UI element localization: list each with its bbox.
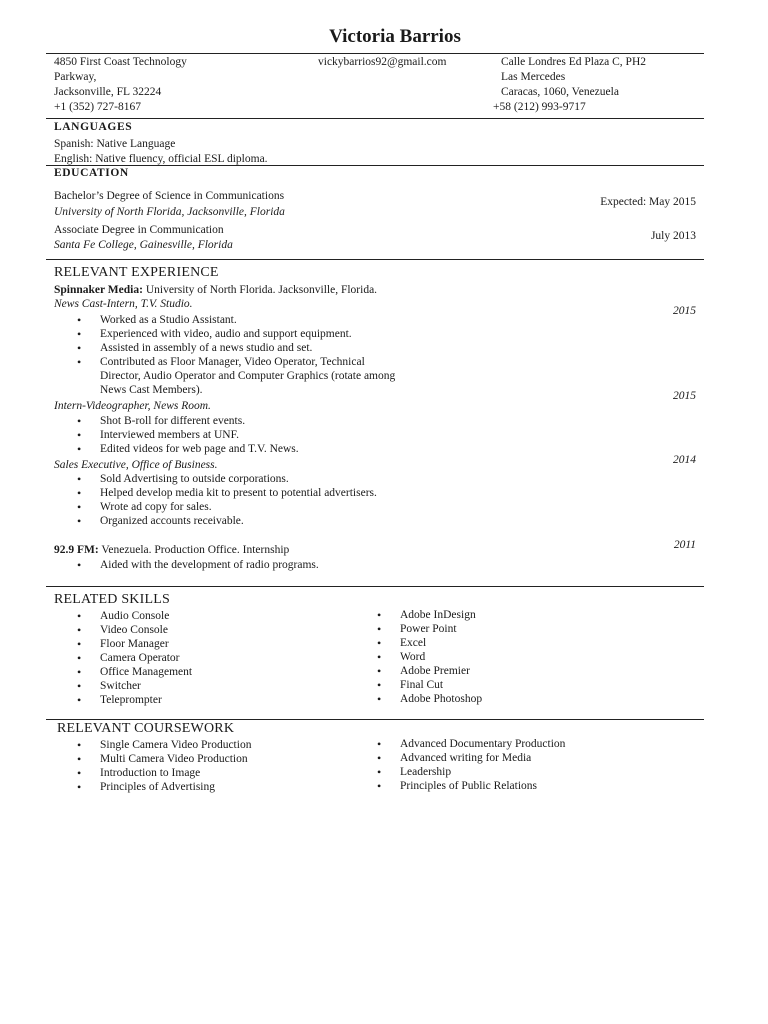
employer-detail: University of North Florida. Jacksonville, Florida. (142, 284, 378, 296)
language-item: Spanish: Native Language (54, 138, 176, 150)
school: University of North Florida, Jacksonville, Florida (54, 206, 285, 218)
employer-detail: Venezuela. Production Office. Internship (98, 544, 290, 556)
list-item: • Assisted in assembly of a news studio and set. (54, 341, 424, 355)
list-item: • Wrote ad copy for sales. (54, 500, 377, 514)
list-item: • Word (354, 650, 482, 664)
role-bullets (54, 414, 299, 456)
list-item: • Interviewed members at UNF. (54, 428, 299, 442)
address-line: Parkway, (54, 71, 97, 83)
list-item: • Sold Advertising to outside corporations. (54, 472, 377, 486)
education-heading: EDUCATION (54, 167, 129, 179)
list-item: • Adobe Photoshop (354, 692, 482, 706)
role-date: 2015 (673, 390, 696, 402)
degree: Associate Degree in Communication (54, 224, 224, 236)
education-date: July 2013 (650, 230, 696, 242)
list-item: • Floor Manager (54, 637, 192, 651)
address-line: Caracas, 1060, Venezuela (501, 86, 619, 98)
degree: Bachelor’s Degree of Science in Communications (54, 190, 285, 202)
divider (46, 118, 704, 119)
languages-heading: LANGUAGES (54, 121, 133, 133)
employer-name: Spinnaker Media: (54, 284, 143, 296)
list-item: • Single Camera Video Production (54, 738, 251, 752)
list-item: • Organized accounts receivable. (54, 514, 377, 528)
employer-name: 92.9 FM: (54, 544, 99, 556)
address-line: Jacksonville, FL 32224 (54, 86, 162, 98)
list-item: • Switcher (54, 679, 192, 693)
role-bullets (54, 472, 377, 528)
list-item: • Advanced Documentary Production (354, 737, 565, 751)
phone-venezuela: +58 (212) 993-9717 (493, 101, 586, 113)
list-item: • Principles of Advertising (54, 780, 251, 794)
divider (46, 259, 704, 260)
employer-line (54, 543, 289, 557)
list-item: • Aided with the development of radio programs. (54, 558, 319, 572)
role-title: News Cast-Intern, T.V. Studio. (54, 298, 193, 310)
list-item: • Office Management (54, 665, 192, 679)
role-bullets (54, 313, 424, 397)
divider (46, 719, 704, 720)
email-address: vickybarrios92@gmail.com (318, 56, 447, 68)
school: Santa Fe College, Gainesville, Florida (54, 239, 233, 251)
role-title: Intern-Videographer, News Room. (54, 400, 211, 412)
coursework-list-left (54, 738, 251, 794)
list-item: • Worked as a Studio Assistant. (54, 313, 424, 327)
role-date: 2015 (673, 305, 696, 317)
divider (46, 53, 704, 54)
list-item: • Audio Console (54, 609, 192, 623)
list-item: • Contributed as Floor Manager, Video Operator, Technical Director, Audio Operator and Computer Graphics (rotate among News Cast Members). (54, 355, 400, 397)
skills-heading: RELATED SKILLS (54, 592, 170, 607)
list-item: • Advanced writing for Media (354, 751, 565, 765)
list-item: • Shot B-roll for different events. (54, 414, 299, 428)
address-line: 4850 First Coast Technology (54, 56, 187, 68)
list-item: • Helped develop media kit to present to potential advertisers. (54, 486, 377, 500)
list-item: • Multi Camera Video Production (54, 752, 251, 766)
employer-line (54, 283, 377, 297)
list-item: • Teleprompter (54, 693, 192, 707)
language-item: English: Native fluency, official ESL diploma. (54, 153, 268, 165)
divider (46, 165, 704, 166)
coursework-heading: RELEVANT COURSEWORK (57, 721, 235, 736)
divider (46, 586, 704, 587)
role-date: 2011 (673, 539, 696, 551)
list-item: • Introduction to Image (54, 766, 251, 780)
list-item: • Power Point (354, 622, 482, 636)
list-item: • Principles of Public Relations (354, 779, 565, 793)
list-item: • Adobe InDesign (354, 608, 482, 622)
list-item: • Excel (354, 636, 482, 650)
list-item: • Video Console (54, 623, 192, 637)
skills-list-left (54, 609, 192, 707)
coursework-list-right (354, 737, 565, 793)
role-title: Sales Executive, Office of Business. (54, 459, 218, 471)
address-line: Las Mercedes (501, 71, 566, 83)
phone-us: +1 (352) 727-8167 (54, 101, 141, 113)
list-item: • Experienced with video, audio and support equipment. (54, 327, 424, 341)
role-bullets (54, 558, 319, 572)
role-date: 2014 (673, 454, 696, 466)
education-date: Expected: May 2015 (600, 196, 696, 208)
list-item: • Camera Operator (54, 651, 192, 665)
list-item: • Edited videos for web page and T.V. News. (54, 442, 299, 456)
address-line: Calle Londres Ed Plaza C, PH2 (501, 56, 647, 68)
candidate-name: Victoria Barrios (329, 26, 461, 47)
list-item: • Final Cut (354, 678, 482, 692)
skills-list-right (354, 608, 482, 706)
experience-heading: RELEVANT EXPERIENCE (54, 265, 219, 280)
list-item: • Leadership (354, 765, 565, 779)
list-item: • Adobe Premier (354, 664, 482, 678)
